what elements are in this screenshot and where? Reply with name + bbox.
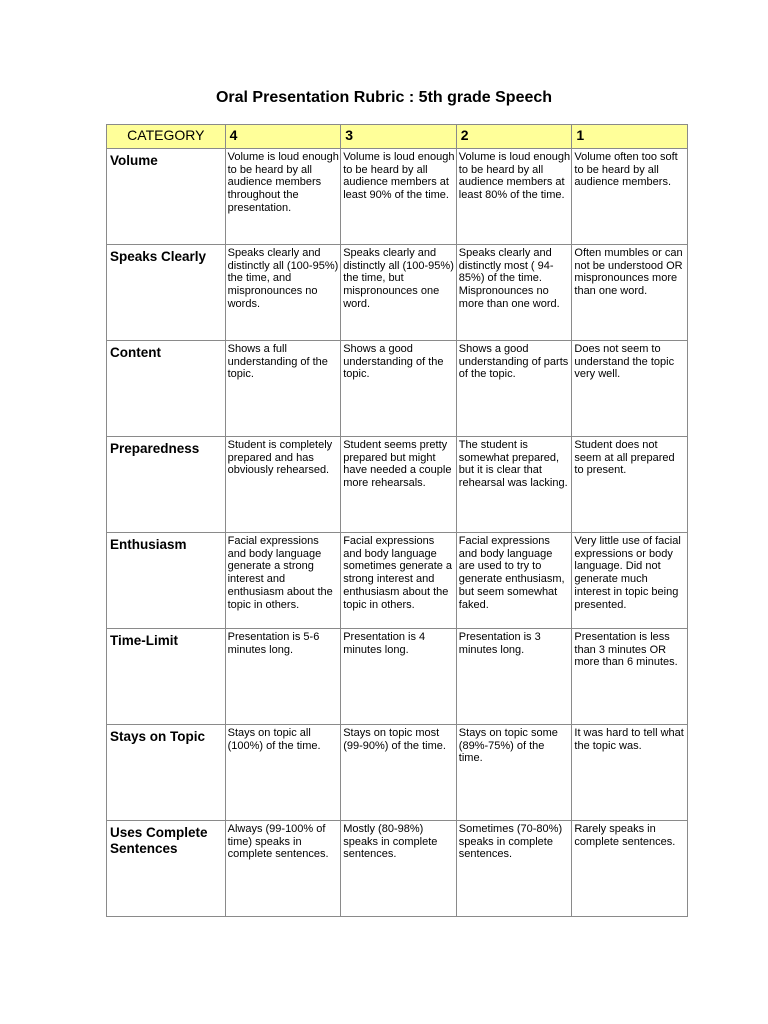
row-category: Stays on Topic [107, 725, 226, 821]
table-row [107, 245, 688, 341]
criterion-cell: Mostly (80-98%) speaks in complete sentences. [341, 821, 457, 917]
criterion-cell: Volume is loud enough to be heard by all audience members at least 80% of the time. [457, 149, 573, 245]
header-score-4: 4 [226, 125, 342, 149]
header-score-3: 3 [341, 125, 457, 149]
row-category: Speaks Clearly [107, 245, 226, 341]
table-row [107, 437, 688, 533]
criterion-cell: Often mumbles or can not be understood OR mispronounces more than one word. [572, 245, 688, 341]
row-category: Uses Complete Sentences [107, 821, 226, 917]
rubric-table [106, 124, 688, 917]
row-category: Time-Limit [107, 629, 226, 725]
criterion-cell: Shows a good understanding of the topic. [341, 341, 457, 437]
table-row [107, 149, 688, 245]
row-category: Volume [107, 149, 226, 245]
criterion-cell: Student seems pretty prepared but might have needed a couple more rehearsals. [341, 437, 457, 533]
table-row [107, 725, 688, 821]
criterion-cell: Facial expressions and body language sometimes generate a strong interest and enthusiasm about the topic in others. [341, 533, 457, 629]
header-score-1: 1 [572, 125, 688, 149]
criterion-cell: Student does not seem at all prepared to present. [572, 437, 688, 533]
table-row [107, 629, 688, 725]
criterion-cell: Stays on topic some (89%-75%) of the time. [457, 725, 573, 821]
criterion-cell: Very little use of facial expressions or body language. Did not generate much interest in topic being presented. [572, 533, 688, 629]
criterion-cell: Does not seem to understand the topic very well. [572, 341, 688, 437]
row-category: Content [107, 341, 226, 437]
criterion-cell: Volume is loud enough to be heard by all audience members throughout the presentation. [226, 149, 342, 245]
header-category: CATEGORY [107, 125, 226, 149]
criterion-cell: Speaks clearly and distinctly all (100-95%) the time, but mispronounces one word. [341, 245, 457, 341]
criterion-cell: Facial expressions and body language are used to try to generate enthusiasm, but seem somewhat faked. [457, 533, 573, 629]
row-category: Enthusiasm [107, 533, 226, 629]
criterion-cell: The student is somewhat prepared, but it is clear that rehearsal was lacking. [457, 437, 573, 533]
criterion-cell: Volume is loud enough to be heard by all audience members at least 90% of the time. [341, 149, 457, 245]
criterion-cell: Stays on topic all (100%) of the time. [226, 725, 342, 821]
criterion-cell: Presentation is 4 minutes long. [341, 629, 457, 725]
criterion-cell: Volume often too soft to be heard by all audience members. [572, 149, 688, 245]
criterion-cell: Speaks clearly and distinctly most ( 94-85%) of the time. Mispronounces no more than one word. [457, 245, 573, 341]
page-title: Oral Presentation Rubric : 5th grade Speech [215, 89, 553, 106]
criterion-cell: Rarely speaks in complete sentences. [572, 821, 688, 917]
criterion-cell: Student is completely prepared and has obviously rehearsed. [226, 437, 342, 533]
criterion-cell: Sometimes (70-80%) speaks in complete sentences. [457, 821, 573, 917]
row-category: Preparedness [107, 437, 226, 533]
criterion-cell: It was hard to tell what the topic was. [572, 725, 688, 821]
criterion-cell: Presentation is 5-6 minutes long. [226, 629, 342, 725]
table-row [107, 533, 688, 629]
criterion-cell: Stays on topic most (99-90%) of the time. [341, 725, 457, 821]
table-row [107, 341, 688, 437]
criterion-cell: Presentation is less than 3 minutes OR more than 6 minutes. [572, 629, 688, 725]
criterion-cell: Facial expressions and body language generate a strong interest and enthusiasm about the topic in others. [226, 533, 342, 629]
criterion-cell: Speaks clearly and distinctly all (100-95%) the time, and mispronounces no words. [226, 245, 342, 341]
criterion-cell: Shows a full understanding of the topic. [226, 341, 342, 437]
criterion-cell: Presentation is 3 minutes long. [457, 629, 573, 725]
header-row [107, 125, 688, 149]
criterion-cell: Always (99-100% of time) speaks in complete sentences. [226, 821, 342, 917]
header-score-2: 2 [457, 125, 573, 149]
criterion-cell: Shows a good understanding of parts of the topic. [457, 341, 573, 437]
table-row [107, 821, 688, 917]
